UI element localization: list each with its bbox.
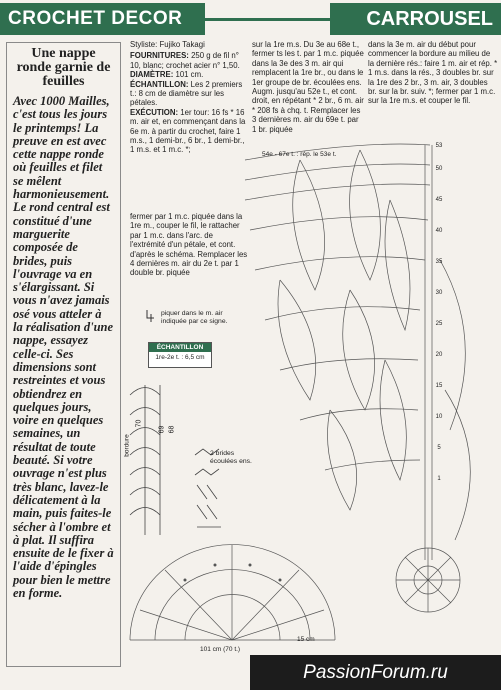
row-number: 1 <box>437 476 441 482</box>
row-number: 45 <box>435 197 443 203</box>
row-numbers <box>432 142 446 484</box>
echantillon-label: ÉCHANTILLON: <box>130 79 189 89</box>
header-rule <box>205 18 330 21</box>
echantillon-text: Les 2 premiers t.: 8 cm de diamètre sur les pétales. <box>130 79 243 108</box>
echantillon-badge: ÉCHANTILLON 1re-2e t. : 6,5 cm <box>148 342 212 368</box>
picot-symbol-icon <box>145 308 157 324</box>
edge-row-70: 70 <box>135 419 143 428</box>
fournitures-label: FOURNITURES: <box>130 51 189 61</box>
row-number: 50 <box>435 166 443 172</box>
instructions-column-2: sur la 1re m.s. Du 3e au 68e t., fermer ts les t. par 1 m.c. piquée dans la 3e des 3 m. air qui remplacent la 1re br., ou dans le 1er groupe de br. écoulées ens. Augm. jusqu'au 52e t., et cont. droit, en répétant * 2 br., 6 m. air * 208 fs à chq. t. Remplacer les 3 dernières m. air du 69e t. par 1 br. piquée <box>252 40 364 134</box>
edge-row-68: 68 <box>168 425 176 434</box>
row-number: 5 <box>437 445 441 451</box>
row-number: 53 <box>435 143 443 149</box>
brand-title: CARROUSEL <box>330 3 501 35</box>
article-title: Une nappe ronde garnie de feuilles <box>16 46 111 89</box>
page-header <box>0 0 501 40</box>
instructions-column-3: dans la 3e m. air du début pour commencer la bordure au milieu de la dernière rés.: faire 1 m. air et rép. * 1 m.s. dans la rés., 3 doubles br. sur la 1re des 2 br., 3 m. air, 3 doubles br. sur la br. suiv. *; fermer par 1 m.c. sur la 1re m.s. et couper le fil. <box>368 40 498 106</box>
row-number: 10 <box>435 414 443 420</box>
diametre-label: DIAMÈTRE: <box>130 70 174 80</box>
instructions-column-mid: fermer par 1 m.c. piquée dans la 1re m., couper le fil, le rattacher par 1 m.c. dans l'arc. de l'extrémité d'un pétale, et cont. d'après le schéma. Remplacer les 4 dernières m. air du 2e t. par 1 double br. piquée <box>130 212 248 278</box>
execution-text: 1er tour: 16 fs * 16 m. air et, en commençant dans la 6e m. à partir du crochet, faire 1 m.s., 1 demi-br., 6 br., 1 demi-br., 1 m.s. et 1 m.c. *; <box>130 107 246 155</box>
row-number: 20 <box>435 352 443 358</box>
stylist: Styliste: Fujiko Takagi <box>130 40 205 49</box>
row-number: 15 <box>435 383 443 389</box>
row-number: 25 <box>435 321 443 327</box>
bordure-label: bordure <box>123 434 131 457</box>
edge-row-69: 69 <box>158 425 166 434</box>
legend-brides: 2 brides écoulées ens. <box>210 450 252 465</box>
intro-column <box>6 42 121 667</box>
bottom-margin <box>0 655 250 690</box>
row-number: 40 <box>435 228 443 234</box>
watermark: PassionForum.ru <box>250 655 501 690</box>
intro-text: Avec 1000 Mailles, c'est tous les jours le printemps! La preuve en est avec cette nappe ronde où feuilles et filet se mêlent harmonieusement. Le rond central est constitué d'une marguerite composée de brides, puis l'ouvrage va en s'élargissant. Si vous n'avez jamais osé vous atteler à la réalisation d'une nappe, essayez celle-ci. Ses dimensions sont restreintes et vous obtiendrez en quelques jours, voire en quelques semaines, un résultat de toute beauté. Si votre ouvrage n'est plus très blanc, lavez-le délicatement à la main, puis faites-le sécher à l'ombre et à plat. Il suffira ensuite de le fixer à l'aide d'épingles pour bien le mettre en forme. <box>13 94 114 600</box>
section-title: CROCHET DECOR <box>0 3 205 35</box>
repeat-row-label: 54e - 67e t. : rép. le 53e t. <box>262 151 337 158</box>
instructions-column-1 <box>130 40 248 155</box>
diametre-text: 101 cm. <box>175 70 204 80</box>
dimension-total-label: 101 cm (70 t.) <box>200 646 241 653</box>
doily-overview-diagram <box>125 540 340 650</box>
dimension-side-label: 15 cm <box>297 636 315 643</box>
fournitures-text: 250 g de fil n° 10, blanc; crochet acier n° 1,50. <box>130 51 240 70</box>
row-number: 35 <box>435 259 443 265</box>
execution-label: EXÉCUTION: <box>130 107 179 117</box>
row-number: 30 <box>435 290 443 296</box>
